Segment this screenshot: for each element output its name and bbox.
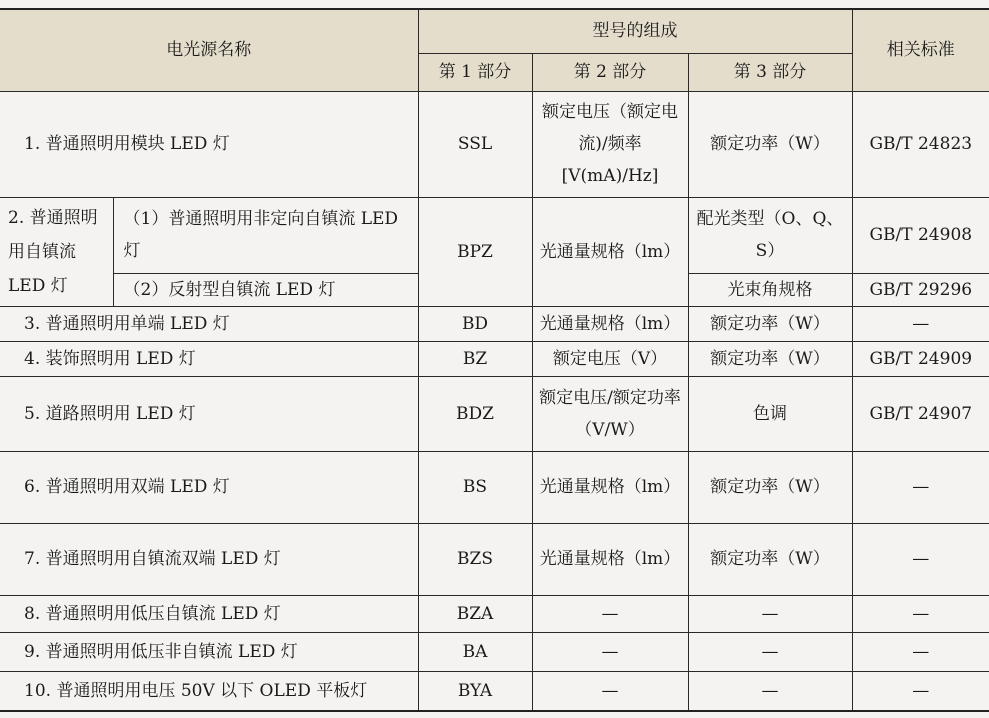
cell-part1: BPZ [418,197,532,306]
cell-part2: — [532,671,688,711]
cell-standard: — [852,632,989,671]
table-row [0,197,989,273]
table-row [0,376,989,451]
cell-name: 4. 装饰照明用 LED 灯 [0,341,418,376]
cell-part3: — [688,671,852,711]
cell-name: 10. 普通照明用电压 50V 以下 OLED 平板灯 [0,671,418,711]
cell-name: 5. 道路照明用 LED 灯 [0,376,418,451]
cell-part2: 光通量规格（lm） [532,523,688,595]
header-standard: 相关标准 [852,9,989,91]
cell-standard: — [852,306,989,341]
cell-name: 7. 普通照明用自镇流双端 LED 灯 [0,523,418,595]
cell-name: 6. 普通照明用双端 LED 灯 [0,451,418,523]
cell-part2: — [532,595,688,632]
cell-standard: GB/T 24909 [852,341,989,376]
cell-part1: BS [418,451,532,523]
cell-part1: BD [418,306,532,341]
cell-part1: BZ [418,341,532,376]
cell-part2: 光通量规格（lm） [532,197,688,306]
cell-part3: 光束角规格 [688,273,852,306]
cell-subname: （1）普通照明用非定向自镇流 LED 灯 [113,197,418,273]
cell-part2: 额定电压（V） [532,341,688,376]
cell-standard: — [852,451,989,523]
cell-part3: 额定功率（W） [688,91,852,197]
table-row [0,341,989,376]
header-name: 电光源名称 [0,9,418,91]
cell-part3: 额定功率（W） [688,306,852,341]
cell-part3: 配光类型（O、Q、S） [688,197,852,273]
cell-part3: 额定功率（W） [688,451,852,523]
cell-standard: GB/T 24823 [852,91,989,197]
cell-part3: — [688,595,852,632]
cell-name: 3. 普通照明用单端 LED 灯 [0,306,418,341]
cell-name: 2. 普通照明用自镇流 LED 灯 [0,197,113,306]
cell-part2: 光通量规格（lm） [532,306,688,341]
table-row [0,671,989,711]
header-part3: 第 3 部分 [688,53,852,91]
cell-part2: 光通量规格（lm） [532,451,688,523]
cell-standard: — [852,523,989,595]
cell-part3: — [688,632,852,671]
header-part1: 第 1 部分 [418,53,532,91]
table-row [0,523,989,595]
table-row [0,595,989,632]
header-model-composition: 型号的组成 [418,9,852,53]
cell-name: 1. 普通照明用模块 LED 灯 [0,91,418,197]
led-model-table [0,8,989,712]
cell-part1: BZS [418,523,532,595]
cell-part3: 额定功率（W） [688,523,852,595]
cell-standard: — [852,671,989,711]
cell-part2: 额定电压（额定电流)/频率[V(mA)/Hz] [532,91,688,197]
cell-part1: BA [418,632,532,671]
header-part2: 第 2 部分 [532,53,688,91]
cell-standard: — [852,595,989,632]
cell-part3: 额定功率（W） [688,341,852,376]
table-row [0,451,989,523]
cell-subname: （2）反射型自镇流 LED 灯 [113,273,418,306]
table-row [0,306,989,341]
cell-standard: GB/T 24907 [852,376,989,451]
cell-name: 9. 普通照明用低压非自镇流 LED 灯 [0,632,418,671]
cell-standard: GB/T 29296 [852,273,989,306]
cell-part2: — [532,632,688,671]
cell-name: 8. 普通照明用低压自镇流 LED 灯 [0,595,418,632]
cell-standard: GB/T 24908 [852,197,989,273]
cell-part1: SSL [418,91,532,197]
cell-part1: BZA [418,595,532,632]
cell-part3: 色调 [688,376,852,451]
table-row [0,91,989,197]
cell-part1: BDZ [418,376,532,451]
cell-part1: BYA [418,671,532,711]
table-row [0,632,989,671]
cell-part2: 额定电压/额定功率（V/W） [532,376,688,451]
